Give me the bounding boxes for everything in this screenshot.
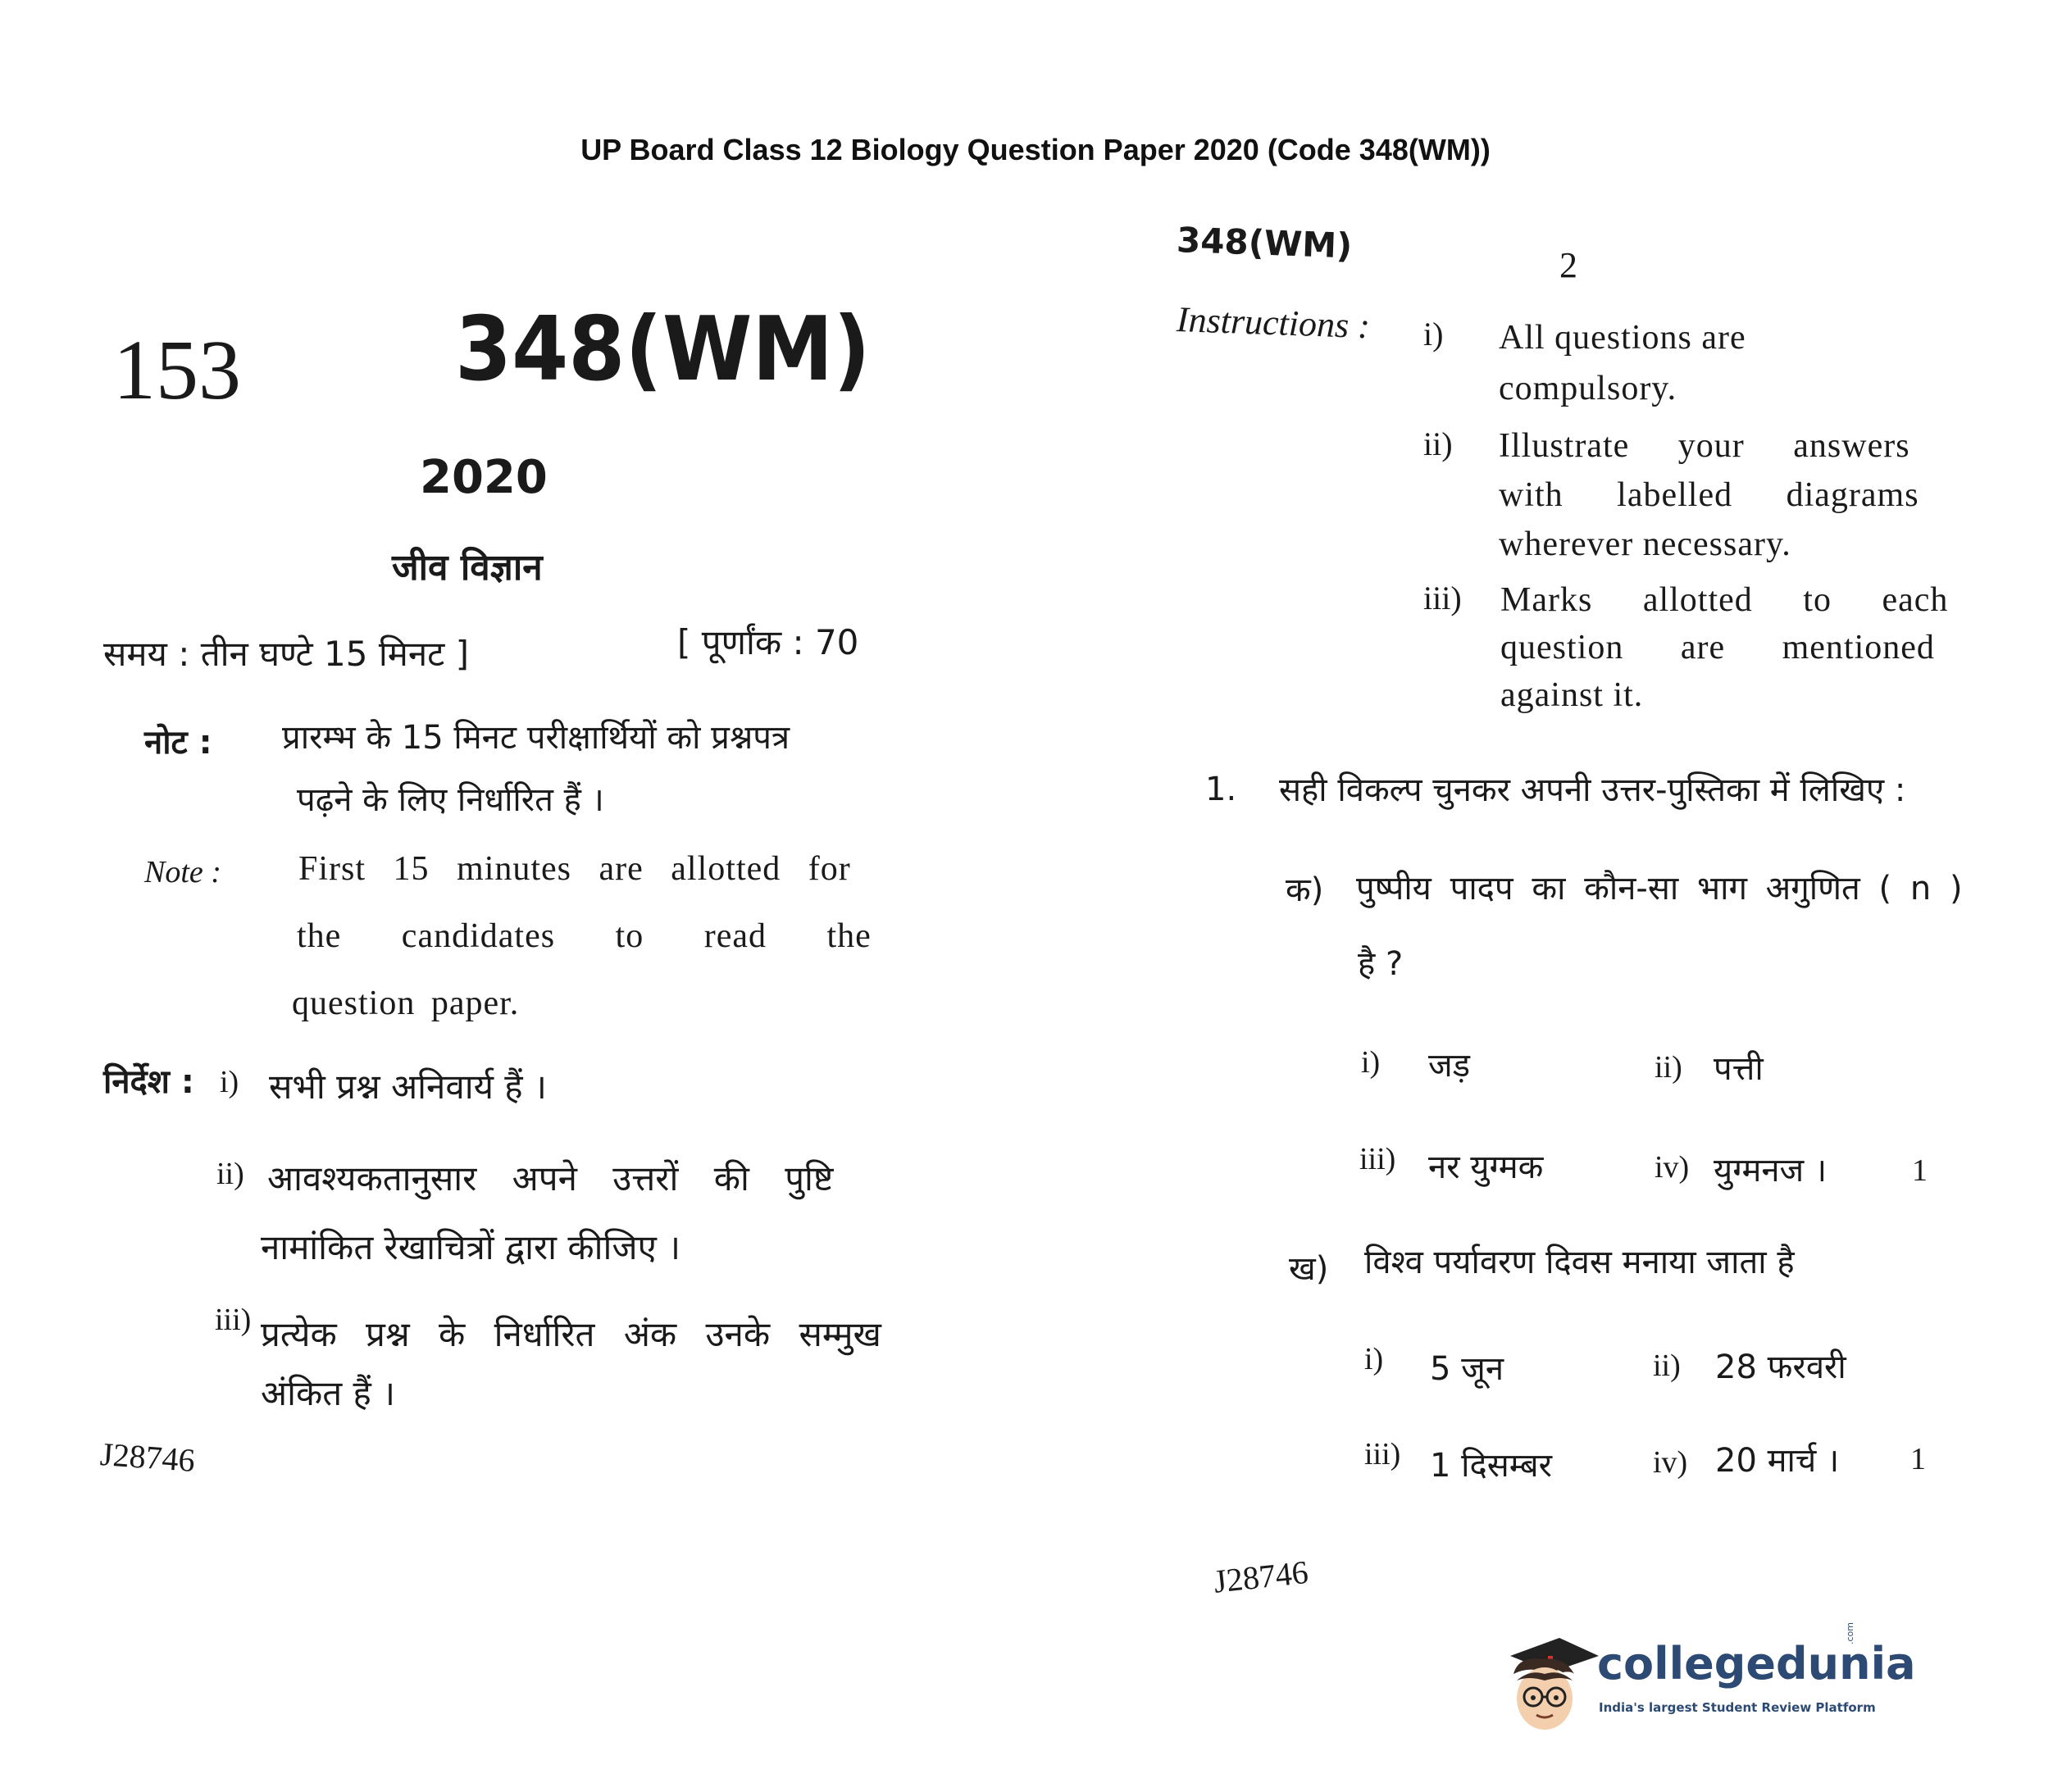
- instruction-number: i): [1423, 316, 1444, 352]
- direction-line: प्रत्येक प्रश्न के निर्धारित अंक उनके सम्मुख: [261, 1314, 881, 1354]
- option-text: 5 जून: [1430, 1350, 1504, 1388]
- instruction-line: compulsory.: [1499, 370, 1677, 407]
- option-text: 1 दिसम्बर: [1430, 1447, 1553, 1485]
- option-text: जड़: [1428, 1047, 1471, 1085]
- page-header-title: UP Board Class 12 Biology Question Paper 2020 (Code 348(WM)): [580, 133, 1491, 166]
- option-text: पत्ती: [1714, 1050, 1764, 1088]
- direction-line: अंकित हैं ।: [261, 1373, 396, 1413]
- question-number: 1.: [1205, 771, 1237, 808]
- logo-tagline: India's largest Student Review Platform: [1599, 1700, 1876, 1715]
- paper-code: 348(WM): [1176, 220, 1354, 266]
- direction-line: सभी प्रश्न अनिवार्य हैं ।: [269, 1067, 547, 1107]
- marks-value: 1: [1910, 1442, 1926, 1476]
- instruction-line: wherever necessary.: [1499, 525, 1791, 563]
- logo-domain-suffix: .com: [1845, 1622, 1855, 1644]
- option-number: iii): [1364, 1437, 1401, 1471]
- option-text: 20 मार्च ।: [1715, 1442, 1840, 1480]
- total-marks: [ पूर्णांक : 70: [677, 622, 859, 662]
- instructions-label: Instructions :: [1176, 298, 1371, 347]
- part-label: ख): [1289, 1250, 1329, 1288]
- part-question-line: पुष्पीय पादप का कौन-सा भाग अगुणित ( n ): [1356, 870, 1963, 907]
- note-english-label: Note :: [144, 855, 221, 889]
- question-text: सही विकल्प चुनकर अपनी उत्तर-पुस्तिका में लिखिए :: [1279, 771, 1906, 809]
- instruction-line: Illustrate your answers: [1499, 427, 1910, 465]
- option-number: ii): [1653, 1349, 1681, 1383]
- paper-number: 153: [113, 323, 241, 417]
- direction-number: i): [220, 1065, 239, 1099]
- time-allowed: समय : तीन घण्टे 15 मिनट ]: [103, 634, 470, 674]
- instruction-line: with labelled diagrams: [1499, 476, 1919, 514]
- part-question-line: है ?: [1358, 945, 1404, 983]
- instruction-line: Marks allotted to each: [1500, 581, 1949, 619]
- option-number: i): [1361, 1045, 1381, 1080]
- option-number: iii): [1359, 1142, 1396, 1176]
- page-number: 2: [1559, 245, 1577, 285]
- subject-title: जीव विज्ञान: [392, 547, 543, 589]
- note-hindi-line: प्रारम्भ के 15 मिनट परीक्षार्थियों को प्रश्नपत्र: [282, 719, 790, 757]
- instruction-line: question are mentioned: [1500, 629, 1935, 666]
- marks-value: 1: [1912, 1153, 1928, 1188]
- paper-year: 2020: [420, 451, 548, 504]
- serial-number: J28746: [1212, 1553, 1310, 1600]
- note-english-line: the candidates to read the: [297, 917, 872, 955]
- option-text: नर युग्मक: [1428, 1148, 1544, 1186]
- direction-number: iii): [215, 1303, 252, 1337]
- option-text: 28 फरवरी: [1715, 1349, 1846, 1386]
- note-english-line: question paper.: [292, 985, 520, 1022]
- instruction-line: against it.: [1500, 676, 1644, 714]
- instruction-number: ii): [1423, 425, 1453, 462]
- direction-number: ii): [216, 1157, 244, 1191]
- directions-label: निर्देश :: [103, 1063, 194, 1101]
- logo-wordmark: collegedunia: [1597, 1638, 1916, 1690]
- instruction-number: iii): [1423, 580, 1462, 616]
- serial-number: J28746: [98, 1435, 197, 1479]
- note-hindi-label: नोट :: [144, 724, 212, 762]
- option-number: iv): [1655, 1150, 1690, 1185]
- option-number: i): [1364, 1342, 1384, 1376]
- note-english-line: First 15 minutes are allotted for: [298, 850, 851, 888]
- paper-code: 348(WM): [455, 298, 871, 401]
- instruction-line: All questions are: [1499, 319, 1746, 357]
- part-label: क): [1286, 871, 1324, 909]
- note-hindi-line: पढ़ने के लिए निर्धारित हैं ।: [297, 781, 604, 819]
- direction-line: आवश्यकतानुसार अपने उत्तरों की पुष्टि: [267, 1158, 834, 1198]
- student-mascot-icon: [1502, 1623, 1600, 1738]
- option-number: iv): [1653, 1445, 1688, 1480]
- option-text: युग्मनज ।: [1714, 1152, 1827, 1189]
- option-number: ii): [1655, 1050, 1682, 1085]
- direction-line: नामांकित रेखाचित्रों द्वारा कीजिए ।: [261, 1227, 681, 1267]
- part-question-line: विश्व पर्यावरण दिवस मनाया जाता है: [1364, 1244, 1795, 1281]
